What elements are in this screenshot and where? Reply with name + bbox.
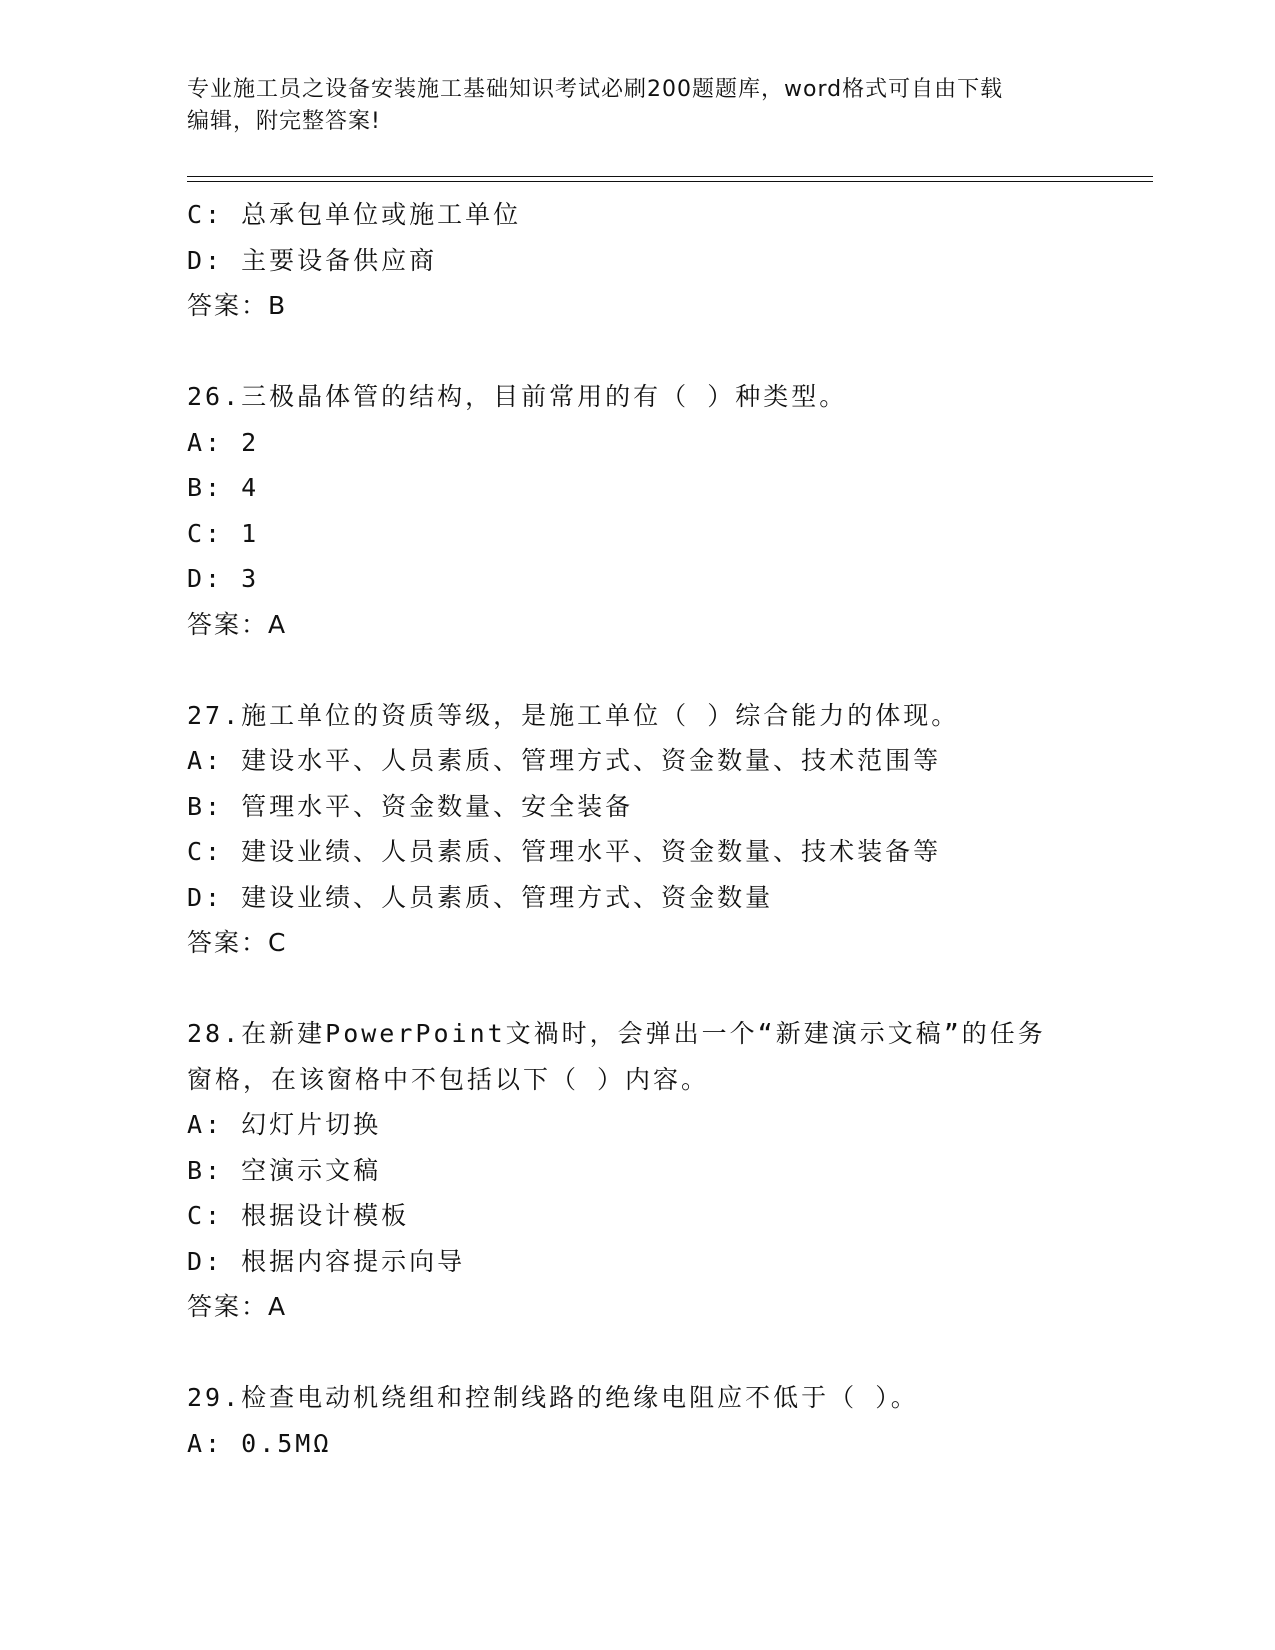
question-spacer [187,1330,1147,1376]
option-a: A: 0.5MΩ [187,1428,332,1458]
question-29 [187,1375,1147,1466]
header-divider-bottom [187,181,1153,182]
option-c: C: 根据设计模板 [187,1201,410,1230]
header-title-line-1: 专业施工员之设备安装施工基础知识考试必刷200题题库，word格式可自由下载 [187,77,1004,102]
question-spacer [187,329,1147,375]
option-a: A: 建设水平、人员素质、管理方式、资金数量、技术范围等 [187,746,942,775]
option-d: D: 建设业绩、人员素质、管理方式、资金数量 [187,882,774,912]
question-stem-line-2: 窗格，在该窗格中不包括以下（ ）内容。 [187,1064,710,1094]
option-b: B: 空演示文稿 [187,1155,382,1185]
question-stem: 27.施工单位的资质等级，是施工单位（ ）综合能力的体现。 [187,700,960,730]
option-b: B: 4 [187,473,260,502]
answer-line: 答案：A [187,609,288,639]
answer-line: 答案：B [187,291,288,320]
question-list [187,192,1147,1466]
option-c: C: 总承包单位或施工单位 [187,200,522,229]
option-b: B: 管理水平、资金数量、安全装备 [187,791,634,821]
question-25-continued [187,192,1147,329]
question-28 [187,1011,1147,1330]
document-header [187,74,1067,138]
answer-line: 答案：A [187,1292,288,1321]
answer-line: 答案：C [187,928,288,957]
question-26 [187,374,1147,647]
header-divider-top [187,176,1153,177]
question-spacer [187,966,1147,1012]
question-stem: 26.三极晶体管的结构，目前常用的有（ ）种类型。 [187,382,848,411]
question-stem-line-1: 28.在新建PowerPoint文禍时，会弹出一个“新建演示文稿”的任务 [187,1019,1046,1048]
option-d: D: 主要设备供应商 [187,245,438,275]
option-c: C: 1 [187,518,260,548]
question-27 [187,693,1147,966]
option-a: A: 幻灯片切换 [187,1110,382,1139]
option-c: C: 建设业绩、人员素质、管理水平、资金数量、技术装备等 [187,837,942,866]
option-a: A: 2 [187,427,260,457]
option-d: D: 3 [187,564,260,593]
header-title-line-2: 编辑，附完整答案! [187,109,381,134]
question-spacer [187,647,1147,693]
question-stem: 29.检查电动机绕组和控制线路的绝缘电阻应不低于（ ）。 [187,1383,919,1412]
option-d: D: 根据内容提示向导 [187,1246,466,1276]
